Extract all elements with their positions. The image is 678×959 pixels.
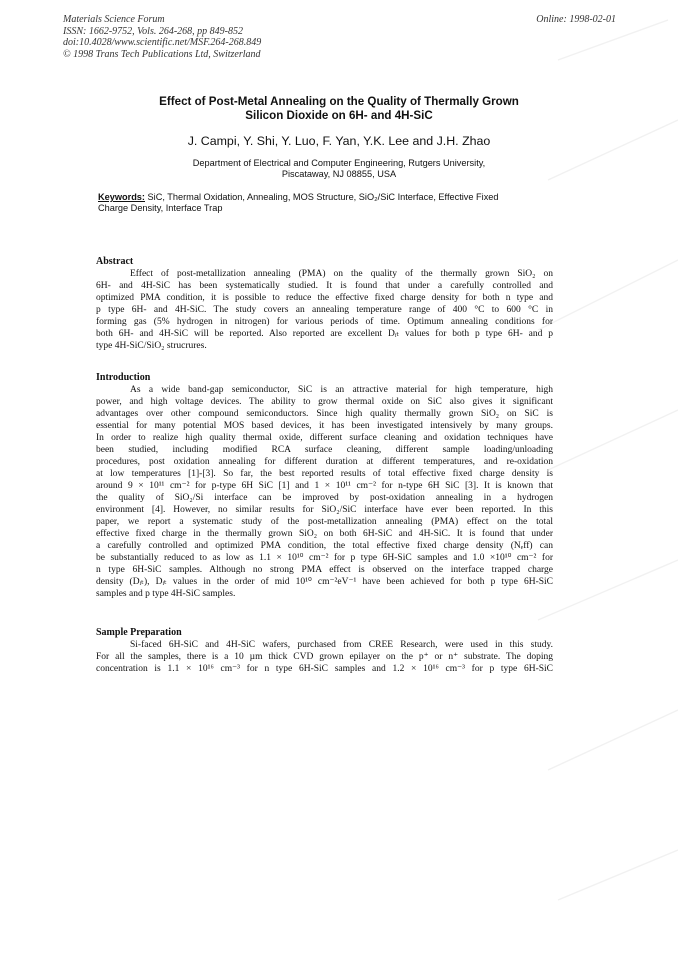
introduction-line: effective fixed charge in the thermally grown SiO₂ on both 6H-SiC and 4H-SiC. It is found that under	[96, 529, 553, 539]
affiliation-line: Piscataway, NJ 08855, USA	[281, 169, 397, 180]
journal-header	[63, 14, 383, 60]
abstract-line: both 6H- and 4H-SiC will be reported. Also reported are excellent Dᵢₜ values for both p type 6H- and p	[96, 329, 553, 339]
affiliation	[70, 158, 608, 181]
journal-name: Materials Science Forum	[63, 14, 165, 25]
introduction-line: at low temperatures [1]-[3]. So far, the best reported results of total effective fixed charge density is	[96, 469, 553, 479]
sample-preparation-line: Si-faced 6H-SiC and 4H-SiC wafers, purchased from CREE Research, were used in this study.	[130, 640, 553, 650]
abstract-line: forming gas (5% hydrogen in nitrogen) for various periods of time. Optimum annealing conditions for	[96, 317, 553, 327]
keywords	[98, 192, 583, 215]
abstract-line: type 4H-SiC/SiO₂ strucrures.	[96, 341, 207, 351]
introduction-line: the quality of SiO₂/Si interface can be improved by post-oxidation annealing in a hydrogen	[96, 493, 553, 503]
introduction-line: density (Dᵢₜ), Dᵢₜ values in the order of mid 10¹⁰ cm⁻²eV⁻¹ have been achieved for both p type 6H-SiC	[96, 577, 553, 587]
paper-title	[70, 95, 608, 123]
introduction-line: essential for many potential MOS based devices, it has been investigated intensively by many groups.	[96, 421, 553, 431]
introduction-line: be substantially reduced to as low as 1.1 × 10¹⁰ cm⁻² for p type 6H-SiC samples and 1.0 ×10¹⁰ cm⁻² for	[96, 553, 553, 563]
keywords-label: Keywords:	[98, 192, 145, 202]
introduction-line: paper, we report a systematic study of the post-metallization annealing (PMA) effect on the total	[96, 517, 553, 527]
issn: ISSN: 1662-9752, Vols. 264-268, pp 849-852	[63, 25, 243, 37]
keywords-text: SiC, Thermal Oxidation, Annealing, MOS Structure, SiO₂/SiC Interface, Effective Fixed	[147, 192, 499, 202]
sample-preparation-line: For all the samples, there is a 10 µm thick CVD grown epilayer on the p⁺ or n⁺ substrate. The doping	[96, 652, 553, 662]
introduction-line: As a wide band-gap semiconductor, SiC is an attractive material for high temperature, high	[130, 385, 553, 395]
introduction-line: been studied, including modified RCA surface cleaning, different sample loading/unloading	[96, 445, 553, 455]
introduction-line: around 9 × 10¹¹ cm⁻² for p-type 6H SiC [1] and 1 × 10¹¹ cm⁻² for n-type 6H SiC [3]. It is known that	[96, 481, 553, 491]
introduction-line: In order to realize high quality thermal oxide, different surface cleaning and oxidation techniques have	[96, 433, 553, 443]
abstract-line: Effect of post-metallization annealing (PMA) on the quality of the thermally grown SiO₂ on	[130, 269, 553, 279]
authors: J. Campi, Y. Shi, Y. Luo, F. Yan, Y.K. Lee and J.H. Zhao	[187, 134, 491, 148]
introduction-line: environment [4]. However, no similar results for SiO₂/SiC interface have ever been reported. In this	[96, 505, 553, 515]
introduction-line: n type 6H-SiC samples. Although no strong PMA effect is observed on the interface trapped charge	[96, 565, 553, 575]
abstract-heading: Abstract	[96, 256, 134, 267]
introduction-line: power, and high voltage devices. The ability to grow thermal oxide on SiC also gives it significant	[96, 397, 553, 407]
abstract-line: optimized PMA condition, it is possible to reduce the effective fixed charge density for both n type and	[96, 293, 553, 303]
sample-preparation-heading: Sample Preparation	[96, 627, 182, 638]
online-date: Online: 1998-02-01	[536, 14, 616, 25]
introduction-line: samples and p type 4H-SiC samples.	[96, 589, 236, 599]
abstract-line: p type 6H- and 4H-SiC. The study covers an annealing temperature range of 400 °C to 600 °C in	[96, 305, 553, 315]
keywords-text: Charge Density, Interface Trap	[98, 203, 223, 214]
doi: doi:10.4028/www.scientific.net/MSF.264-268.849	[63, 37, 262, 48]
copyright: © 1998 Trans Tech Publications Ltd, Switzerland	[63, 48, 261, 60]
sample-preparation-line: concentration is 1.1 × 10¹⁶ cm⁻³ for n type 6H-SiC samples and 1.2 × 10¹⁶ cm⁻³ for p type 6H-SiC	[96, 664, 553, 674]
introduction-line: advantages over other compound semiconductors. Since high quality thermally grown SiO₂ on SiC is	[96, 409, 553, 419]
introduction-line: procedures, post oxidation annealing for different duration at different temperatures, and re-oxidation	[96, 457, 553, 467]
introduction-section	[96, 372, 553, 600]
abstract-section	[96, 256, 553, 352]
introduction-line: a carefully controlled and optimized PMA condition, the total effective fixed charge density (Nₑff) can	[96, 541, 553, 551]
abstract-line: 6H- and 4H-SiC has been systematically studied. It is found that under a carefully controlled and	[96, 281, 553, 291]
affiliation-line: Department of Electrical and Computer Engineering, Rutgers University,	[192, 158, 486, 168]
introduction-heading: Introduction	[96, 372, 151, 383]
title-line: Silicon Dioxide on 6H- and 4H-SiC	[245, 109, 433, 122]
title-line: Effect of Post-Metal Annealing on the Quality of Thermally Grown	[159, 95, 519, 108]
sample-preparation-section	[96, 627, 553, 675]
